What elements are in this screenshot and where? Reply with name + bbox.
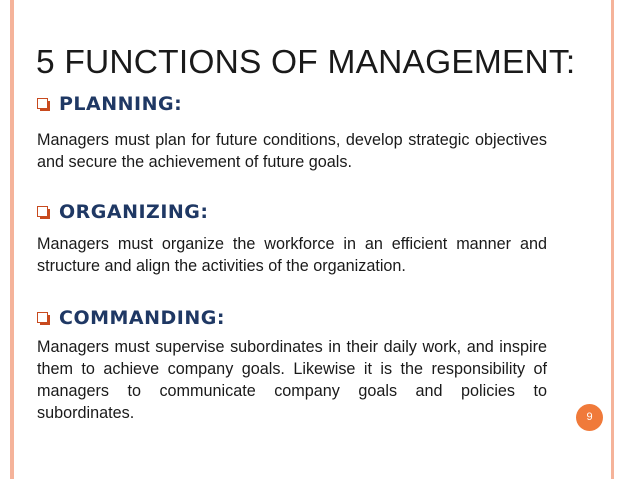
section-heading-organizing xyxy=(37,201,209,223)
right-border-line xyxy=(611,0,614,479)
section-heading-commanding xyxy=(37,307,225,329)
section-heading-planning xyxy=(37,93,182,115)
slide-title: 5 FUNCTIONS OF MANAGEMENT: xyxy=(36,44,576,81)
section-heading-label: COMMANDING: xyxy=(59,307,225,329)
square-bullet-icon xyxy=(37,206,50,219)
section-body-commanding: Managers must supervise subordinates in their daily work, and inspire them to achieve company goals. Likewise it is the responsibility of managers to communicate company goals and policies to subordinates. xyxy=(37,338,547,422)
page-number-badge: 9 xyxy=(576,404,603,431)
square-bullet-icon xyxy=(37,312,50,325)
section-body-organizing: Managers must organize the workforce in an efficient manner and structure and align the activities of the organization. xyxy=(37,235,547,275)
section-heading-label: PLANNING: xyxy=(59,93,183,115)
section-heading-label: ORGANIZING: xyxy=(59,201,209,223)
square-bullet-icon xyxy=(37,98,50,111)
section-body-planning: Managers must plan for future conditions, develop strategic objectives and secure the achievement of future goals. xyxy=(37,131,547,171)
left-border-line xyxy=(10,0,14,479)
